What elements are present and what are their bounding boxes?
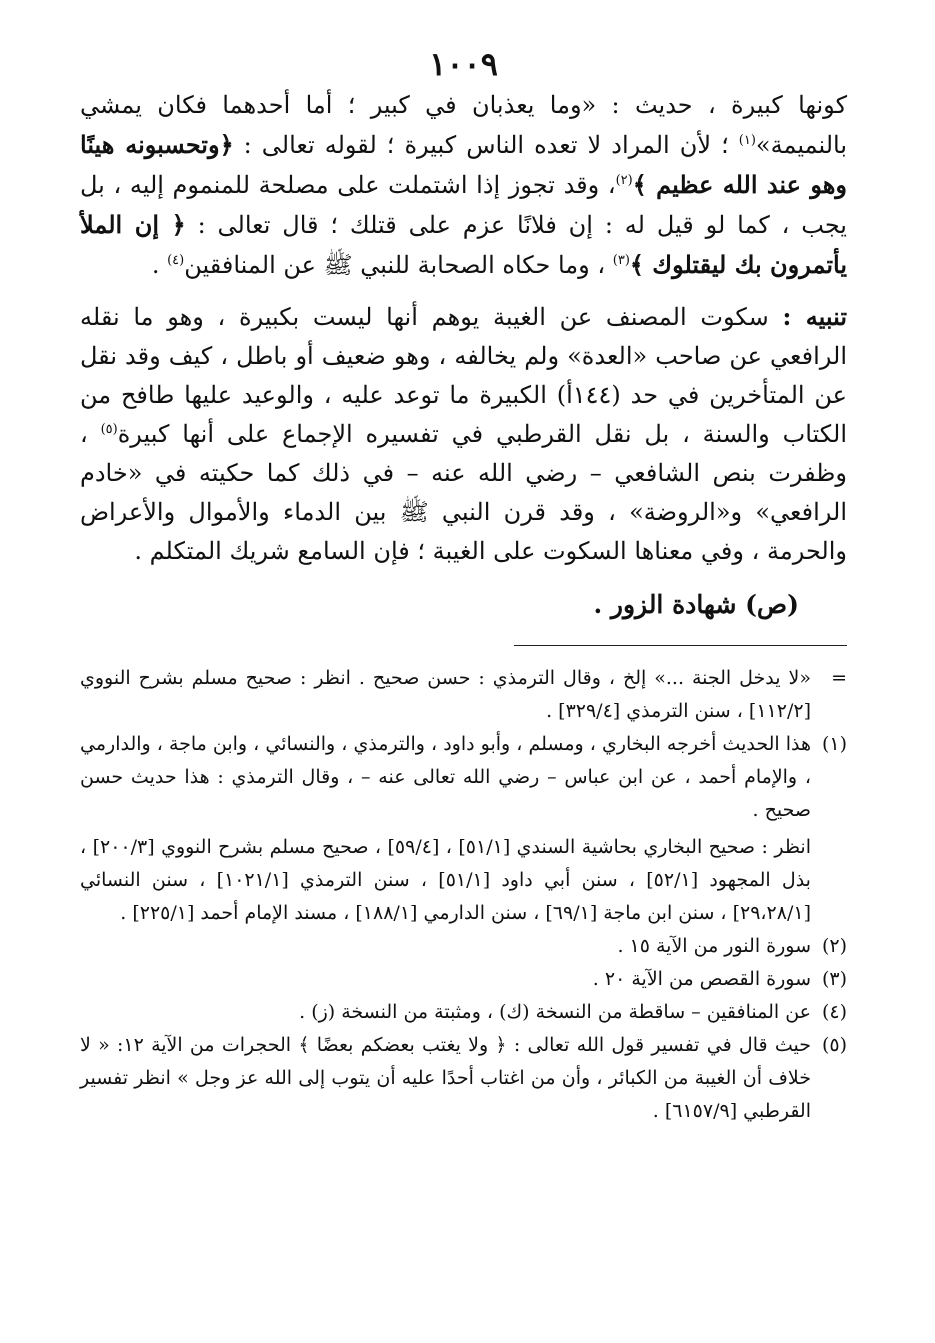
footnote-mark: = — [831, 667, 847, 689]
quran-quote: ﴿ إن الملأ يأتمرون بك ليقتلوك ﴾ — [80, 210, 847, 279]
footnote-mark: (٢) — [821, 935, 847, 957]
footnote-body — [80, 930, 811, 963]
text-segment: . — [151, 251, 168, 279]
text-segment: سكوت المصنف عن الغيبة يوهم أنها ليست بكبيرة ، وهو ما نقله الرافعي عن صاحب «العدة» ولم يخالفه ، وهو ضعيف أو باطل ، كيف وقد نقل عن المتأخرين في حد (١٤٤أ) الكبيرة ما توعد عليه ، والوعيد عليها طافح من الكتاب والسنة ، بل نقل القرطبي في تفسيره الإجماع على أنها كبيرة — [80, 303, 847, 448]
footnote-ref-3[interactable]: (٣) — [612, 253, 630, 268]
note-label: تنبيه : — [782, 302, 847, 331]
footnote-ref-4[interactable]: (٤) — [167, 253, 185, 268]
footnote-1 — [80, 728, 847, 930]
footnote-body — [80, 963, 811, 996]
footnote-body — [80, 1029, 811, 1128]
footnote-ref-1[interactable]: (١) — [738, 133, 756, 148]
text-segment: ، وما حكاه الصحابة للنبي ﷺ عن المنافقين — [184, 251, 613, 279]
footnote-mark: (٥) — [821, 1034, 847, 1056]
text-segment: ؛ لأن المراد لا تعده الناس كبيرة ؛ لقوله تعالى : — [233, 131, 739, 159]
footnote-body — [80, 996, 811, 1029]
footnote-mark: (١) — [821, 733, 847, 755]
section-heading: (ص) شهادة الزور . — [593, 590, 799, 619]
footnote-divider — [514, 645, 847, 646]
footnote-line: «لا يدخل الجنة ...» إلخ ، وقال الترمذي : حسن صحيح . انظر : صحيح مسلم بشرح النووي [١١٢/٢] ، سنن الترمذي [٣٢٩/٤] . — [80, 667, 811, 722]
main-text — [80, 86, 847, 625]
footnote-4 — [80, 996, 847, 1029]
text-segment: كونها كبيرة ، حديث : «وما يعذبان في كبير ؛ أما أحدهما فكان يمشي بالنميمة» — [80, 91, 847, 159]
footnote-2 — [80, 930, 847, 963]
footnote-line: حيث قال في تفسير قول الله تعالى : ﴿ ولا يغتب بعضكم بعضًا ﴾ الحجرات من الآية ١٢: « لا خلاف أن الغيبة من الكبائر ، وأن من اغتاب أحدًا عليه أن يتوب إلى الله عز وجل » انظر تفسير القرطبي [٦١٥٧/٩] . — [80, 1034, 811, 1122]
footnotes — [80, 662, 847, 1128]
footnote-ref-2[interactable]: (٢) — [615, 173, 633, 188]
footnote-line: سورة القصص من الآية ٢٠ . — [592, 968, 811, 990]
footnote-continuation — [80, 662, 847, 728]
footnote-body — [80, 728, 811, 930]
footnote-ref-5[interactable]: (٥) — [100, 422, 118, 437]
paragraph-2 — [80, 297, 847, 571]
page-number: ١٠٠٩ — [429, 45, 498, 83]
paragraph-1 — [80, 86, 847, 285]
footnote-3 — [80, 963, 847, 996]
footnote-line: عن المنافقين – ساقطة من النسخة (ك) ، ومثبتة من النسخة (ز) . — [299, 1001, 811, 1023]
footnote-line: هذا الحديث أخرجه البخاري ، ومسلم ، وأبو داود ، والترمذي ، والنسائي ، وابن ماجة ، والدارمي ، والإمام أحمد ، عن ابن عباس – رضي الله تعالى عنه – ، وقال الترمذي : هذا حديث حسن صحيح . — [80, 733, 811, 821]
text-segment: ، وظفرت بنص الشافعي – رضي الله عنه – في ذلك كما حكيته في «خادم الرافعي» و«الروضة» ، وقد قرن النبي ﷺ بين الدماء والأموال والأعراض والحرمة ، وفي معناها السكوت على الغيبة ؛ فإن السامع شريك المتكلم . — [80, 420, 848, 565]
footnote-5 — [80, 1029, 847, 1128]
footnote-line: سورة النور من الآية ١٥ . — [617, 935, 811, 957]
footnote-body — [80, 662, 811, 728]
text-segment: ، وقد تجوز إذا اشتملت على مصلحة للمنموم إليه ، بل يجب ، كما لو قيل له : إن فلانًا عزم على قتلك ؛ قال تعالى : — [80, 171, 847, 239]
footnote-mark: (٣) — [821, 968, 847, 990]
quran-quote: ﴿وتحسبونه هينًا وهو عند الله عظيم ﴾ — [80, 130, 847, 199]
footnote-line: انظر : صحيح البخاري بحاشية السندي [٥١/١] ، [٥٩/٤] ، صحيح مسلم بشرح النووي [٢٠٠/٣] ، بذل المجهود [٥٢/١] ، سنن أبي داود [٥١/١] ، سنن الترمذي [١٠٢١/١] ، سنن النسائي [٢٩،٢٨/١] ، سنن ابن ماجة [٦٩/١] ، سنن الدارمي [١٨٨/١] ، مسند الإمام أحمد [٢٢٥/١] . — [80, 836, 811, 924]
footnote-mark: (٤) — [821, 1001, 847, 1023]
